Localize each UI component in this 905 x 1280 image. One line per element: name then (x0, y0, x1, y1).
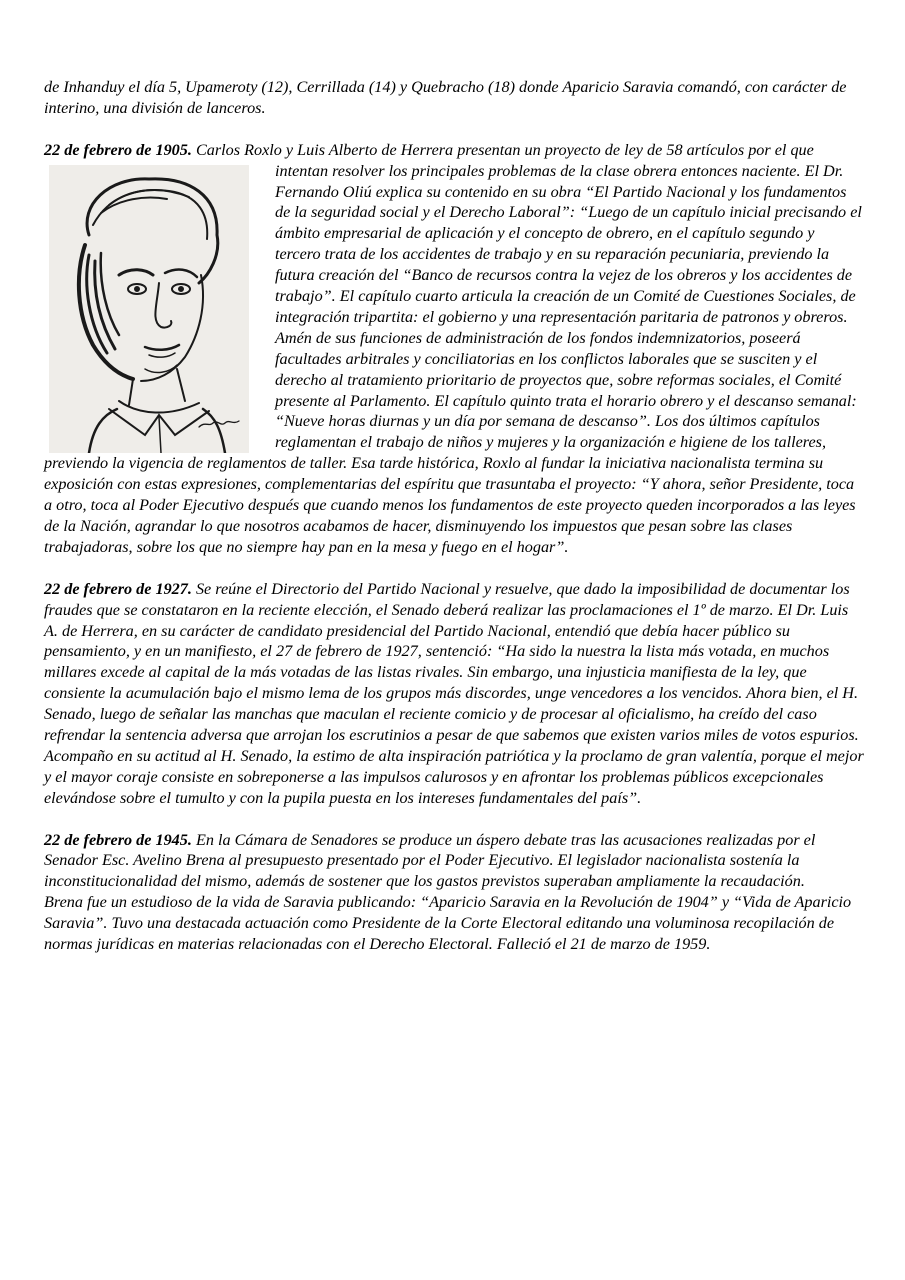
entry-1927-text: Se reúne el Directorio del Partido Nacional y resuelve, que dado la imposibilidad de documentar los fraudes que se constataron en la reciente elección, el Senado deberá realizar las proclamaciones el 1º de marzo. El Dr. Luis A. de Herrera, en su carácter de candidato presidencial del Partido Nacional, entendió que debía hacer público su pensamiento, y en un manifiesto, el 27 de febrero de 1927, sentenció: “Ha sido la nuestra la lista más votada, en muchos millares excede al capital de la más votadas de las listas rivales. Sin embargo, una injusticia manifiesta de la ley, que consiente la acumulación bajo el mismo lema de los grupos más discordes, unge vencedores a los vencidos. Ahora bien, el H. Senado, luego de señalar las manchas que maculan el reciente comicio y de procesar al oficialismo, ha creído del caso refrendar la sentencia adversa que arrojan los escrutinios a pesar de que sabemos que existen varios miles de votos espurios. Acompaño en su actitud al H. Senado, la estimo de alta inspiración patriótica y la proclamo de gran valentía, porque el mejor y el mayor coraje consiste en sobreponerse a las impulsos calurosos y en afrontar los problemas públicos excepcionales elevándose sobre el tumulto y con la pupila puesta en los intereses fundamentales del país”. (44, 579, 864, 807)
entry-date: 22 de febrero de 1905. (44, 140, 192, 159)
paragraph-gap (44, 558, 864, 579)
entry-1927 (44, 579, 864, 809)
caricature-portrait-icon (49, 165, 249, 453)
entry-1945-followup: Brena fue un estudioso de la vida de Saravia publicando: “Aparicio Saravia en la Revolución de 1904” y “Vida de Aparicio Saravia”. Tuvo una destacada actuación como Presidente de la Corte Electoral editando una voluminosa recopilación de normas jurídicas en materias relacionadas con el Derecho Electoral. Falleció el 21 de marzo de 1959. (44, 893, 852, 954)
portrait-image (49, 165, 249, 453)
entry-1945 (44, 830, 864, 893)
entry-1905-text-part2: por el que intentan resolver los principales problemas de la clase obrera entonces naciente. El Dr. Fernando Oliú explica su contenido en su obra “El Partido Nacional y los fundamentos de la seguridad social y el Derecho Laboral”: “Luego de un capítulo inicial precisando el ámbito empresarial de aplicación y el concepto de obrero, en el capítulo segundo y tercero trata de los accidentes de trabajo y en su reparación pecuniaria, previendo la futura creación del “Banco de recursos contra la vejez de los obreros y los accidentes de trabajo”. El capítulo cuarto articula la creación de un Comité de Cuestiones Sociales, de integración tripartita: el gobierno y una representación paritaria de patronos y obreros. Amén de sus funciones de administración de los fondos indemnizatorios, poseerá facultades arbitrales y conciliatorias en los conflictos laborales que se susciten y el derecho al tratamiento prioritario de proyectos que, sobre reformas sociales, el Comité presente al Parlamento. El capítulo quinto trata el horario obrero y el descanso semanal: “Nueve horas diurnas y un día por semana de descanso”. Los dos últimos capítulos reglamentan el trabajo de niños y mujeres y la organización e higiene de los talleres, previendo la vigencia de reglamentos de taller. Esa tarde histórica, Roxlo al fundar la iniciativa nacionalista termina su exposición con estas expresiones, complementarias del espíritu que trasuntaba el proyecto: “Y ahora, señor Presidente, toca a otro, toca al Poder Ejecutivo después que cuando menos los fundamentos de este proyecto queden incorporados a las leyes de la Nación, agrandar lo que nosotros acabamos de hacer, disminuyendo los impuestos que pesan sobre las clases trabajadoras, sobre los que no siempre hay pan en la mesa y fuego en el hogar”. (44, 140, 862, 556)
entry-date: 22 de febrero de 1927. (44, 579, 192, 598)
entry-1905 (44, 140, 864, 558)
intro-paragraph: de Inhanduy el día 5, Upameroty (12), Cerrillada (14) y Quebracho (18) donde Aparicio Saravia comandó, con carácter de interino, una división de lanceros. (44, 78, 847, 117)
document-page (44, 77, 864, 955)
entry-1905-text-part1: Carlos Roxlo y Luis Alberto de Herrera presentan un proyecto de ley de 58 artículos (191, 140, 745, 159)
paragraph-gap (44, 119, 864, 140)
entry-1945-text: En la Cámara de Senadores se produce un áspero debate tras las acusaciones realizadas por el Senador Esc. Avelino Brena al presupuesto presentado por el Poder Ejecutivo. El legislador nacionalista sostenía la inconstitucionalidad del mismo, además de sostener que los gastos previstos superaban ampliamente la recaudación. (44, 830, 816, 891)
entry-date: 22 de febrero de 1945. (44, 830, 192, 849)
paragraph-gap (44, 809, 864, 830)
